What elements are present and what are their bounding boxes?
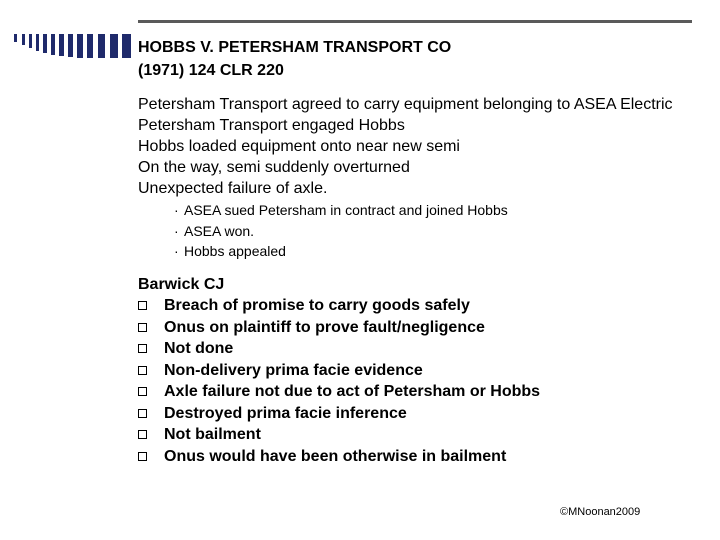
stripe-bar bbox=[59, 34, 64, 56]
stripe-bar bbox=[122, 34, 131, 58]
top-rule bbox=[138, 20, 692, 23]
dot-bullet-icon: · bbox=[174, 202, 179, 218]
judge-heading: Barwick CJ bbox=[138, 275, 225, 293]
stripe-bar bbox=[98, 34, 105, 58]
list-item bbox=[138, 446, 698, 468]
list-item bbox=[138, 403, 698, 425]
dot-bullet-icon: · bbox=[174, 243, 179, 259]
checkbox-bullet-icon bbox=[138, 366, 147, 375]
checkbox-bullet-icon bbox=[138, 344, 147, 353]
list-item bbox=[138, 317, 698, 339]
list-item: On the way, semi suddenly overturned bbox=[138, 159, 410, 176]
list-item: Petersham Transport agreed to carry equipment belonging to ASEA Electric bbox=[138, 96, 673, 113]
stripe-bar bbox=[110, 34, 118, 58]
page-title bbox=[138, 36, 698, 82]
ruling-point-text: Axle failure not due to act of Petersham or Hobbs bbox=[164, 383, 541, 400]
title-citation: (1971) 124 CLR 220 bbox=[138, 62, 284, 79]
list-item bbox=[138, 381, 698, 403]
facts-list bbox=[138, 94, 698, 199]
ruling-point-text: Onus on plaintiff to prove fault/negligence bbox=[164, 318, 485, 336]
checkbox-bullet-icon bbox=[138, 452, 147, 461]
checkbox-bullet-icon bbox=[138, 409, 147, 418]
procedural-history-list bbox=[138, 200, 698, 262]
sub-point-text: ASEA sued Petersham in contract and joined Hobbs bbox=[184, 202, 508, 218]
list-item bbox=[138, 424, 698, 446]
checkbox-bullet-icon bbox=[138, 301, 147, 310]
stripe-bar bbox=[68, 34, 73, 57]
title-case-name: HOBBS V. PETERSHAM TRANSPORT CO bbox=[138, 39, 452, 56]
list-item bbox=[138, 338, 698, 360]
decorative-stripes bbox=[14, 34, 134, 58]
ruling-point-text: Breach of promise to carry goods safely bbox=[164, 297, 470, 314]
copyright-footer: ©MNoonan2009 bbox=[560, 506, 641, 518]
list-item bbox=[174, 221, 698, 242]
ruling-point-text: Onus would have been otherwise in bailment bbox=[164, 447, 507, 465]
list-item bbox=[174, 200, 698, 221]
list-item: Petersham Transport engaged Hobbs bbox=[138, 117, 405, 134]
sub-point-text: ASEA won. bbox=[184, 222, 255, 239]
stripe-bar bbox=[14, 34, 17, 42]
ruling-point-text: Non-delivery prima facie evidence bbox=[164, 361, 423, 379]
checkbox-bullet-icon bbox=[138, 430, 147, 439]
stripe-bar bbox=[77, 34, 83, 58]
list-item bbox=[138, 360, 698, 382]
stripe-bar bbox=[51, 34, 55, 55]
dot-bullet-icon: · bbox=[174, 222, 179, 239]
ruling-point-text: Destroyed prima facie inference bbox=[164, 404, 407, 422]
list-item bbox=[174, 241, 698, 262]
ruling-section bbox=[138, 274, 698, 468]
stripe-bar bbox=[87, 34, 93, 58]
stripe-bar bbox=[29, 34, 32, 48]
list-item: Unexpected failure of axle. bbox=[138, 180, 328, 197]
stripe-bar bbox=[22, 34, 25, 45]
stripe-bar bbox=[43, 34, 47, 53]
checkbox-bullet-icon bbox=[138, 387, 147, 396]
sub-point-text: Hobbs appealed bbox=[184, 243, 286, 259]
checkbox-bullet-icon bbox=[138, 323, 147, 332]
stripe-bar bbox=[36, 34, 39, 51]
list-item bbox=[138, 295, 698, 317]
ruling-point-text: Not bailment bbox=[164, 426, 261, 443]
ruling-points-list bbox=[138, 295, 698, 467]
slide-content bbox=[138, 36, 698, 467]
list-item: Hobbs loaded equipment onto near new semi bbox=[138, 138, 460, 155]
ruling-point-text: Not done bbox=[164, 340, 234, 357]
